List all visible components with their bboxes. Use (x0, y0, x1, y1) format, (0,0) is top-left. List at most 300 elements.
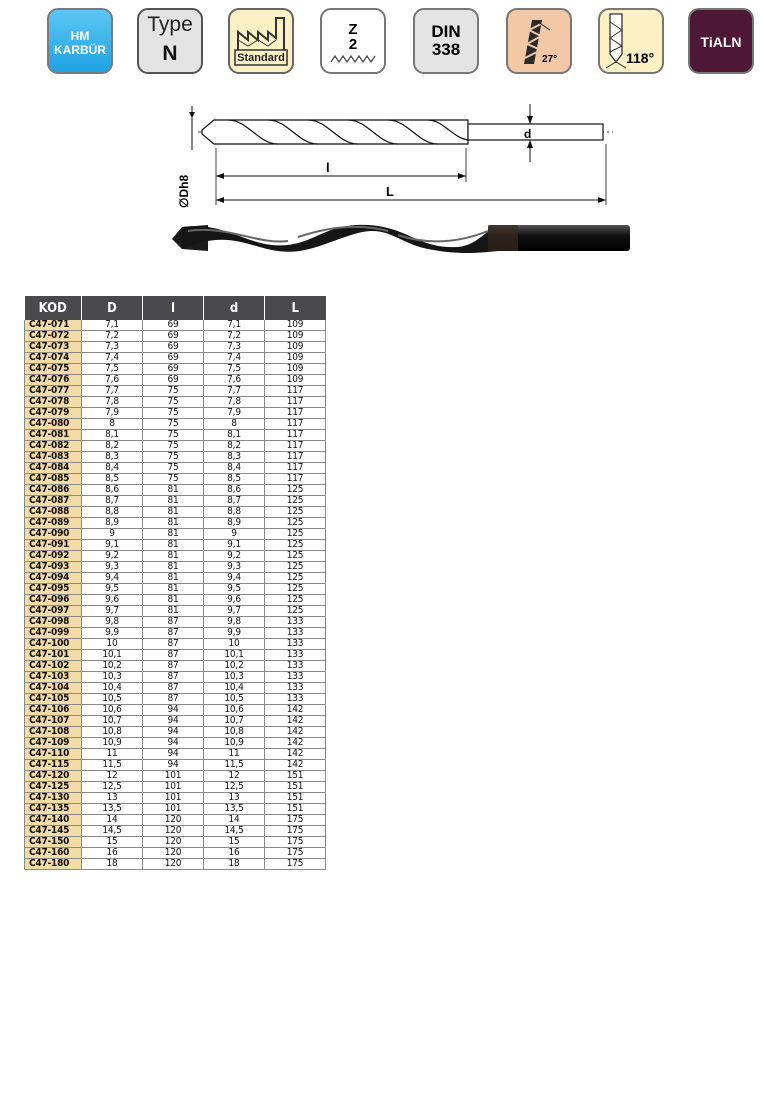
cell-d: 8,6 (204, 485, 265, 496)
table-row (25, 320, 326, 331)
table-row (25, 331, 326, 342)
cell-l: 69 (143, 320, 204, 331)
cell-kod: C47-099 (25, 628, 82, 639)
cell-l: 94 (143, 760, 204, 771)
cell-L: 142 (265, 705, 326, 716)
cell-L: 133 (265, 617, 326, 628)
type-badge-label: Type (147, 13, 193, 36)
cell-kod: C47-086 (25, 485, 82, 496)
cell-kod: C47-150 (25, 837, 82, 848)
cell-D: 13,5 (82, 804, 143, 815)
cell-d: 7,7 (204, 386, 265, 397)
cell-l: 120 (143, 815, 204, 826)
cell-L: 175 (265, 826, 326, 837)
cell-d: 9 (204, 529, 265, 540)
cell-D: 8,5 (82, 474, 143, 485)
cell-d: 8,2 (204, 441, 265, 452)
cell-L: 125 (265, 496, 326, 507)
cell-kod: C47-076 (25, 375, 82, 386)
cell-d: 11,5 (204, 760, 265, 771)
cell-d: 10 (204, 639, 265, 650)
feature-badges (0, 0, 764, 90)
table-row (25, 353, 326, 364)
cell-l: 87 (143, 683, 204, 694)
cell-l: 69 (143, 375, 204, 386)
table-row (25, 617, 326, 628)
cell-kod: C47-125 (25, 782, 82, 793)
cell-d: 10,9 (204, 738, 265, 749)
cell-d: 9,3 (204, 562, 265, 573)
dim-label-d: d (524, 127, 532, 141)
cell-D: 10,5 (82, 694, 143, 705)
cell-L: 133 (265, 661, 326, 672)
cell-kod: C47-104 (25, 683, 82, 694)
cell-l: 75 (143, 397, 204, 408)
cell-kod: C47-085 (25, 474, 82, 485)
cell-D: 9,3 (82, 562, 143, 573)
cell-D: 9,8 (82, 617, 143, 628)
cell-kod: C47-145 (25, 826, 82, 837)
type-badge (137, 8, 203, 74)
din-badge-label: DIN (431, 22, 461, 41)
cell-l: 75 (143, 441, 204, 452)
cell-D: 14,5 (82, 826, 143, 837)
cell-d: 8,1 (204, 430, 265, 441)
cell-kod: C47-088 (25, 507, 82, 518)
cell-l: 101 (143, 782, 204, 793)
cell-l: 75 (143, 386, 204, 397)
cell-D: 9,7 (82, 606, 143, 617)
table-row (25, 562, 326, 573)
table-row (25, 661, 326, 672)
cell-kod: C47-102 (25, 661, 82, 672)
cell-d: 9,8 (204, 617, 265, 628)
cell-l: 69 (143, 353, 204, 364)
table-row (25, 606, 326, 617)
cell-L: 117 (265, 441, 326, 452)
cell-D: 7,1 (82, 320, 143, 331)
table-row (25, 485, 326, 496)
table-row (25, 529, 326, 540)
cell-L: 125 (265, 562, 326, 573)
header-kod: KOD (25, 296, 82, 320)
cell-l: 87 (143, 628, 204, 639)
point-angle-badge (598, 8, 664, 74)
cell-l: 81 (143, 507, 204, 518)
cell-d: 8,9 (204, 518, 265, 529)
cell-d: 8,4 (204, 463, 265, 474)
cell-d: 11 (204, 749, 265, 760)
cell-D: 7,5 (82, 364, 143, 375)
cell-D: 10,3 (82, 672, 143, 683)
cell-L: 125 (265, 551, 326, 562)
cell-d: 12,5 (204, 782, 265, 793)
cell-kod: C47-089 (25, 518, 82, 529)
cell-d: 9,7 (204, 606, 265, 617)
table-row (25, 430, 326, 441)
cell-kod: C47-087 (25, 496, 82, 507)
point-angle-label: 118° (626, 50, 655, 66)
cell-L: 117 (265, 463, 326, 474)
cell-L: 109 (265, 375, 326, 386)
cell-L: 117 (265, 419, 326, 430)
cell-D: 15 (82, 837, 143, 848)
cell-D: 8,2 (82, 441, 143, 452)
cell-d: 15 (204, 837, 265, 848)
cell-kod: C47-083 (25, 452, 82, 463)
cell-D: 10,8 (82, 727, 143, 738)
table-row (25, 738, 326, 749)
cell-d: 7,8 (204, 397, 265, 408)
cell-l: 81 (143, 606, 204, 617)
cell-D: 9,2 (82, 551, 143, 562)
cell-L: 117 (265, 397, 326, 408)
table-row (25, 419, 326, 430)
table-row (25, 815, 326, 826)
helix-angle-label: 27° (542, 54, 558, 65)
cell-l: 69 (143, 364, 204, 375)
table-row (25, 496, 326, 507)
table-row (25, 595, 326, 606)
cell-D: 9,6 (82, 595, 143, 606)
cell-L: 125 (265, 507, 326, 518)
header-d: d (204, 296, 265, 320)
table-row (25, 683, 326, 694)
header-L: L (265, 296, 326, 320)
cell-D: 18 (82, 859, 143, 870)
cell-L: 133 (265, 683, 326, 694)
cell-D: 8,4 (82, 463, 143, 474)
cell-l: 75 (143, 474, 204, 485)
cell-l: 94 (143, 716, 204, 727)
cell-L: 142 (265, 760, 326, 771)
table-row (25, 364, 326, 375)
table-row (25, 782, 326, 793)
table-row (25, 771, 326, 782)
cell-kod: C47-105 (25, 694, 82, 705)
cell-L: 125 (265, 606, 326, 617)
cell-l: 120 (143, 837, 204, 848)
cell-kod: C47-074 (25, 353, 82, 364)
cell-D: 11,5 (82, 760, 143, 771)
cell-D: 8,6 (82, 485, 143, 496)
cell-d: 13,5 (204, 804, 265, 815)
cell-L: 109 (265, 353, 326, 364)
cell-l: 81 (143, 573, 204, 584)
cell-D: 9,9 (82, 628, 143, 639)
cell-l: 87 (143, 661, 204, 672)
cell-D: 9,1 (82, 540, 143, 551)
cell-d: 9,9 (204, 628, 265, 639)
cell-l: 120 (143, 859, 204, 870)
table-row (25, 573, 326, 584)
cell-d: 10,1 (204, 650, 265, 661)
cell-kod: C47-115 (25, 760, 82, 771)
cell-l: 87 (143, 650, 204, 661)
cell-kod: C47-072 (25, 331, 82, 342)
table-row (25, 672, 326, 683)
table-row (25, 397, 326, 408)
cell-l: 75 (143, 452, 204, 463)
cell-L: 142 (265, 727, 326, 738)
cell-l: 81 (143, 562, 204, 573)
cell-D: 8,7 (82, 496, 143, 507)
cell-kod: C47-180 (25, 859, 82, 870)
table-row (25, 793, 326, 804)
cell-d: 10,4 (204, 683, 265, 694)
cell-l: 101 (143, 804, 204, 815)
cell-D: 10,9 (82, 738, 143, 749)
cell-kod: C47-140 (25, 815, 82, 826)
cell-kod: C47-075 (25, 364, 82, 375)
cell-L: 125 (265, 485, 326, 496)
cell-kod: C47-092 (25, 551, 82, 562)
coating-badge (688, 8, 754, 74)
table-row (25, 694, 326, 705)
table-row (25, 507, 326, 518)
cell-kod: C47-073 (25, 342, 82, 353)
cell-L: 175 (265, 859, 326, 870)
table-header-row (25, 296, 326, 320)
cell-kod: C47-093 (25, 562, 82, 573)
cell-D: 11 (82, 749, 143, 760)
cell-l: 87 (143, 617, 204, 628)
cell-d: 9,6 (204, 595, 265, 606)
product-table (24, 296, 326, 870)
cell-kod: C47-160 (25, 848, 82, 859)
cell-D: 7,4 (82, 353, 143, 364)
cell-d: 7,4 (204, 353, 265, 364)
cell-l: 101 (143, 771, 204, 782)
table-row (25, 705, 326, 716)
standard-badge-label: Standard (237, 52, 285, 64)
table-row (25, 716, 326, 727)
cell-d: 9,2 (204, 551, 265, 562)
cell-D: 12,5 (82, 782, 143, 793)
cell-L: 142 (265, 749, 326, 760)
cell-l: 87 (143, 639, 204, 650)
cell-L: 109 (265, 331, 326, 342)
cell-d: 8,7 (204, 496, 265, 507)
cell-l: 81 (143, 584, 204, 595)
zigzag-icon (322, 10, 384, 72)
cell-d: 8,8 (204, 507, 265, 518)
cell-kod: C47-110 (25, 749, 82, 760)
cell-L: 125 (265, 540, 326, 551)
table-row (25, 408, 326, 419)
cell-L: 117 (265, 430, 326, 441)
cell-l: 81 (143, 540, 204, 551)
cell-d: 14 (204, 815, 265, 826)
cell-L: 175 (265, 848, 326, 859)
drill-shank (468, 124, 603, 140)
cell-L: 133 (265, 694, 326, 705)
cell-D: 16 (82, 848, 143, 859)
cell-l: 94 (143, 749, 204, 760)
cell-kod: C47-106 (25, 705, 82, 716)
cell-D: 8 (82, 419, 143, 430)
table-row (25, 342, 326, 353)
cell-L: 125 (265, 584, 326, 595)
cell-d: 10,8 (204, 727, 265, 738)
cell-kod: C47-078 (25, 397, 82, 408)
cell-D: 7,7 (82, 386, 143, 397)
cell-kod: C47-079 (25, 408, 82, 419)
cell-d: 10,2 (204, 661, 265, 672)
cell-D: 12 (82, 771, 143, 782)
cell-l: 81 (143, 595, 204, 606)
dim-label-L: L (386, 184, 394, 199)
cell-D: 7,9 (82, 408, 143, 419)
cell-kod: C47-090 (25, 529, 82, 540)
cell-L: 151 (265, 782, 326, 793)
cell-L: 133 (265, 639, 326, 650)
cell-L: 133 (265, 628, 326, 639)
cell-D: 9,4 (82, 573, 143, 584)
table-row (25, 727, 326, 738)
dim-label-D: ∅Dh8 (177, 174, 191, 208)
cell-d: 7,9 (204, 408, 265, 419)
table-row (25, 837, 326, 848)
carbide-badge-line1: HM (70, 29, 90, 43)
carbide-badge-line2: KARBÜR (54, 43, 106, 57)
cell-d: 9,1 (204, 540, 265, 551)
cell-d: 16 (204, 848, 265, 859)
cell-kod: C47-101 (25, 650, 82, 661)
table-row (25, 584, 326, 595)
cell-d: 7,1 (204, 320, 265, 331)
flute-count-label: Z (348, 21, 358, 38)
cell-D: 8,3 (82, 452, 143, 463)
cell-d: 13 (204, 793, 265, 804)
cell-kod: C47-107 (25, 716, 82, 727)
table-row (25, 639, 326, 650)
cell-d: 9,5 (204, 584, 265, 595)
coating-badge-label: TiALN (700, 34, 742, 50)
cell-D: 8,1 (82, 430, 143, 441)
cell-kod: C47-103 (25, 672, 82, 683)
cell-L: 151 (265, 793, 326, 804)
helix-drill-icon (508, 10, 570, 72)
cell-d: 10,5 (204, 694, 265, 705)
table-row (25, 540, 326, 551)
cell-kod: C47-081 (25, 430, 82, 441)
cell-D: 8,8 (82, 507, 143, 518)
cell-kod: C47-108 (25, 727, 82, 738)
cell-L: 125 (265, 573, 326, 584)
cell-kod: C47-071 (25, 320, 82, 331)
cell-kod: C47-080 (25, 419, 82, 430)
table-row (25, 859, 326, 870)
cell-d: 8 (204, 419, 265, 430)
cell-d: 10,6 (204, 705, 265, 716)
cell-d: 9,4 (204, 573, 265, 584)
table-row (25, 441, 326, 452)
cell-l: 101 (143, 793, 204, 804)
table-row (25, 848, 326, 859)
cell-kod: C47-082 (25, 441, 82, 452)
cell-L: 175 (265, 815, 326, 826)
flute-count-value: 2 (348, 36, 358, 53)
cell-L: 109 (265, 364, 326, 375)
cell-l: 75 (143, 408, 204, 419)
cell-d: 7,2 (204, 331, 265, 342)
cell-d: 18 (204, 859, 265, 870)
header-l: l (143, 296, 204, 320)
cell-d: 10,7 (204, 716, 265, 727)
cell-kod: C47-109 (25, 738, 82, 749)
cell-kod: C47-100 (25, 639, 82, 650)
cell-l: 75 (143, 430, 204, 441)
cell-D: 7,2 (82, 331, 143, 342)
table-row (25, 804, 326, 815)
cell-L: 151 (265, 804, 326, 815)
cell-D: 10,1 (82, 650, 143, 661)
flute-count-badge (320, 8, 386, 74)
cell-kod: C47-091 (25, 540, 82, 551)
cell-l: 81 (143, 496, 204, 507)
cell-L: 125 (265, 595, 326, 606)
cell-kod: C47-077 (25, 386, 82, 397)
cell-L: 117 (265, 452, 326, 463)
cell-D: 14 (82, 815, 143, 826)
cell-l: 81 (143, 551, 204, 562)
table-row (25, 628, 326, 639)
cell-l: 120 (143, 848, 204, 859)
cell-L: 151 (265, 771, 326, 782)
cell-d: 8,5 (204, 474, 265, 485)
table-row (25, 474, 326, 485)
cell-l: 94 (143, 705, 204, 716)
cell-L: 133 (265, 650, 326, 661)
cell-kod: C47-096 (25, 595, 82, 606)
cell-D: 10 (82, 639, 143, 650)
cell-D: 10,6 (82, 705, 143, 716)
table-row (25, 826, 326, 837)
cell-L: 142 (265, 738, 326, 749)
cell-l: 75 (143, 419, 204, 430)
cell-D: 10,4 (82, 683, 143, 694)
cell-d: 10,3 (204, 672, 265, 683)
cell-D: 7,3 (82, 342, 143, 353)
din-badge-value: 338 (431, 40, 461, 59)
cell-L: 142 (265, 716, 326, 727)
cell-L: 133 (265, 672, 326, 683)
table-row (25, 386, 326, 397)
cell-kod: C47-120 (25, 771, 82, 782)
table-row (25, 452, 326, 463)
table-row (25, 463, 326, 474)
cell-d: 7,3 (204, 342, 265, 353)
carbide-badge (47, 8, 113, 74)
cell-D: 10,2 (82, 661, 143, 672)
cell-kod: C47-135 (25, 804, 82, 815)
cell-l: 69 (143, 331, 204, 342)
header-D: D (82, 296, 143, 320)
cell-l: 94 (143, 738, 204, 749)
cell-D: 7,6 (82, 375, 143, 386)
technical-drawing (168, 100, 618, 210)
cell-d: 7,6 (204, 375, 265, 386)
table-row (25, 518, 326, 529)
cell-l: 75 (143, 463, 204, 474)
cell-l: 120 (143, 826, 204, 837)
cell-l: 81 (143, 529, 204, 540)
cell-kod: C47-097 (25, 606, 82, 617)
cell-D: 9,5 (82, 584, 143, 595)
cell-l: 69 (143, 342, 204, 353)
standard-badge (228, 8, 294, 74)
